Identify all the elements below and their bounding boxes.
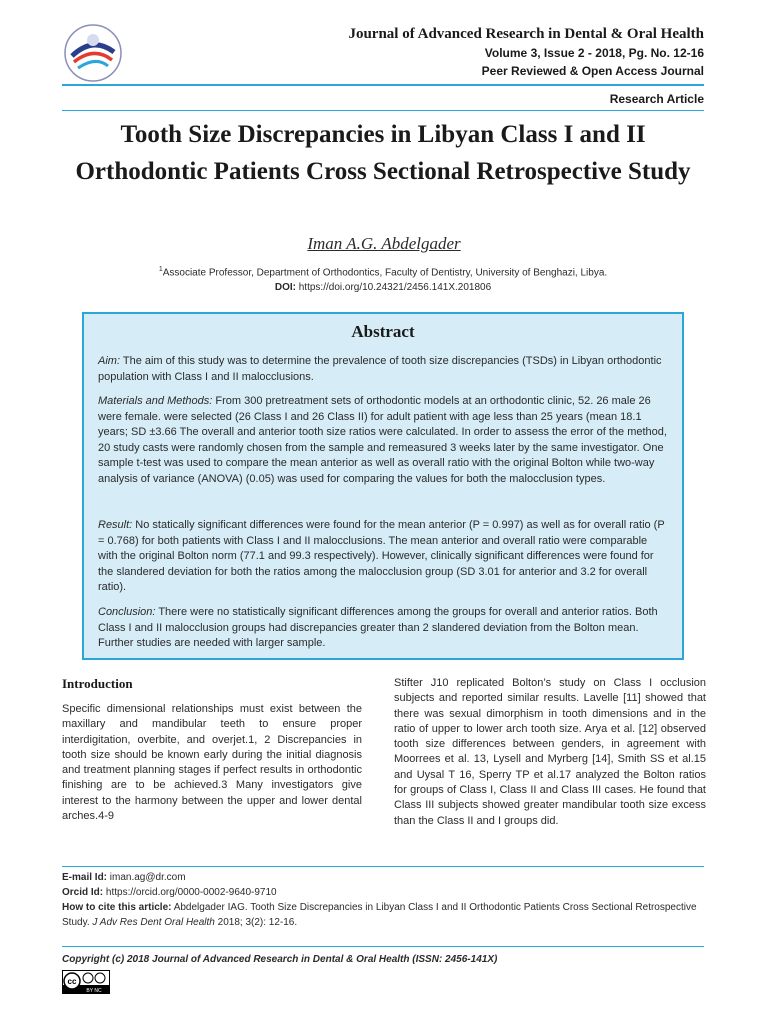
author-affiliation bbox=[62, 266, 704, 278]
author-name[interactable]: Iman A.G. Abdelgader bbox=[307, 234, 461, 253]
introduction-heading: Introduction bbox=[62, 676, 133, 691]
journal-review-line: Peer Reviewed & Open Access Journal bbox=[481, 64, 704, 78]
article-type-divider bbox=[62, 110, 704, 111]
orcid-value[interactable]: https://orcid.org/0000-0002-9640-9710 bbox=[103, 887, 277, 898]
email-label: E-mail Id: bbox=[62, 872, 108, 883]
methods-label: Materials and Methods: bbox=[98, 395, 213, 407]
abstract-box bbox=[82, 312, 684, 660]
orcid-label: Orcid Id: bbox=[62, 887, 104, 898]
header-divider bbox=[62, 84, 704, 86]
copyright-notice: Copyright (c) 2018 Journal of Advanced Research in Dental & Oral Health (ISSN: 2456-141X) bbox=[62, 954, 498, 965]
journal-volume-line: Volume 3, Issue 2 - 2018, Pg. No. 12-16 bbox=[484, 46, 704, 60]
cc-license-text: BY NC bbox=[86, 988, 102, 994]
conclusion-label: Conclusion: bbox=[98, 606, 156, 618]
affiliation-superscript: 1 bbox=[158, 266, 163, 273]
citation-text: Abdelgader IAG. Tooth Size Discrepancies in Libyan Class I and II Orthodontic Patients Cross Sectional Retrospective Study. bbox=[62, 902, 697, 928]
article-type: Research Article bbox=[609, 92, 704, 106]
result-text: No statically significant differences were found for the mean anterior (P = 0.997) as well as for overall ratio (P = 0.768) for both patients with Class I and II malocclusions. The mean anterior and overall ratio were comparable with the original Bolton norm (77.1 and 99.3 respectively). However, clinically significant differences were found for the slandered deviation for both the ratios among the malocclusion group (SD 3.01 for anterior and 3.2 for overall ratio). bbox=[98, 519, 665, 593]
orcid-line bbox=[62, 885, 704, 900]
journal-logo-icon bbox=[62, 22, 124, 84]
citation-journal: J Adv Res Dent Oral Health bbox=[92, 917, 215, 928]
abstract-conclusion bbox=[98, 605, 668, 652]
citation-line bbox=[62, 900, 704, 930]
article-title: Tooth Size Discrepancies in Libyan Class I and II Orthodontic Patients Cross Sectional Retrospective Study bbox=[75, 121, 691, 185]
abstract-methods bbox=[98, 394, 668, 487]
abstract-aim bbox=[98, 354, 668, 385]
introduction-paragraph: Specific dimensional relationships must exist between the maxillary and mandibular teeth to ensure proper interdigitation, overbite, and overjet.1, 2 Discrepancies in tooth size should be known early during the initial diagnosis and treatment planning stages if perfect results in orthodontic finishing are to be achieved.3 Many investigators give interest to the harmony between the upper and lower dental arches.4-9 bbox=[62, 703, 362, 823]
abstract-result bbox=[98, 518, 668, 596]
copyright-divider bbox=[62, 946, 704, 947]
conclusion-text: There were no statistically significant differences among the groups for overall and anterior ratios. Both Class I and II malocclusion groups had discrepancies greater than 2 slandered deviation from the Bolton mean. Further studies are needed with larger sample. bbox=[98, 606, 658, 649]
email-line bbox=[62, 870, 704, 885]
doi-link[interactable]: https://doi.org/10.24321/2456.141X.201806 bbox=[298, 282, 492, 293]
citation-tail: 2018; 3(2): 12-16. bbox=[214, 917, 298, 928]
creative-commons-by-nc-icon[interactable] bbox=[62, 970, 110, 994]
aim-label: Aim: bbox=[98, 355, 120, 367]
second-column-paragraph: Stifter J10 replicated Bolton’s study on Class I occlusion subjects and reported similar results. Lavelle [11] showed that there was sexual dimorphism in tooth dimensions and in the ratio of upper to lower arch tooth size. Arya et al. [12] observed tooth size differences between genders, in agreement with Moorrees et al. 13, Lysell and Myrberg [14], Smith SS et al.15 and Uysal T 16, Sperry TP et al.17 analyzed the Bolton ratios for groups of Class I, Class II and Class III cases. He found that Class III subjects showed greater mandibular tooth size excess than the Class II and I groups did. bbox=[394, 677, 706, 827]
abstract-heading: Abstract bbox=[351, 322, 415, 341]
affiliation-text: Associate Professor, Department of Orthodontics, Faculty of Dentistry, University of Benghazi, Libya. bbox=[162, 267, 608, 279]
citation-label: How to cite this article: bbox=[62, 902, 172, 913]
doi-label: DOI: bbox=[274, 282, 296, 293]
journal-name: Journal of Advanced Research in Dental & Oral Health bbox=[348, 26, 704, 42]
cc-symbol-text: cc bbox=[67, 977, 77, 986]
methods-text: From 300 pretreatment sets of orthodontic models at an orthodontic clinic, 52. 26 male 26 were female. were selected (26 Class I and 26 Class II) for adult patient with age less than 25 years (mean 18.1 years; SD ±3.66 The overall and anterior tooth size ratios were calculated. In order to assess the error of the method, 20 study casts were randomly chosen from the sample and remeasured 3 weeks later by the same investigator. One sample t-test was used to compare the mean anterior as well as overall ratio with the original Bolton while two-way analysis of variance (ANOVA) (0.05) was used for comparing the values for both the malocclusion types. bbox=[98, 395, 667, 485]
footer-divider bbox=[62, 866, 704, 867]
result-label: Result: bbox=[98, 519, 133, 531]
aim-text: The aim of this study was to determine the prevalence of tooth size discrepancies (TSDs) in Libyan orthodontic population with Class I and II malocclusions. bbox=[98, 355, 662, 383]
email-value[interactable]: iman.ag@dr.com bbox=[107, 872, 186, 883]
doi-line bbox=[62, 282, 704, 293]
